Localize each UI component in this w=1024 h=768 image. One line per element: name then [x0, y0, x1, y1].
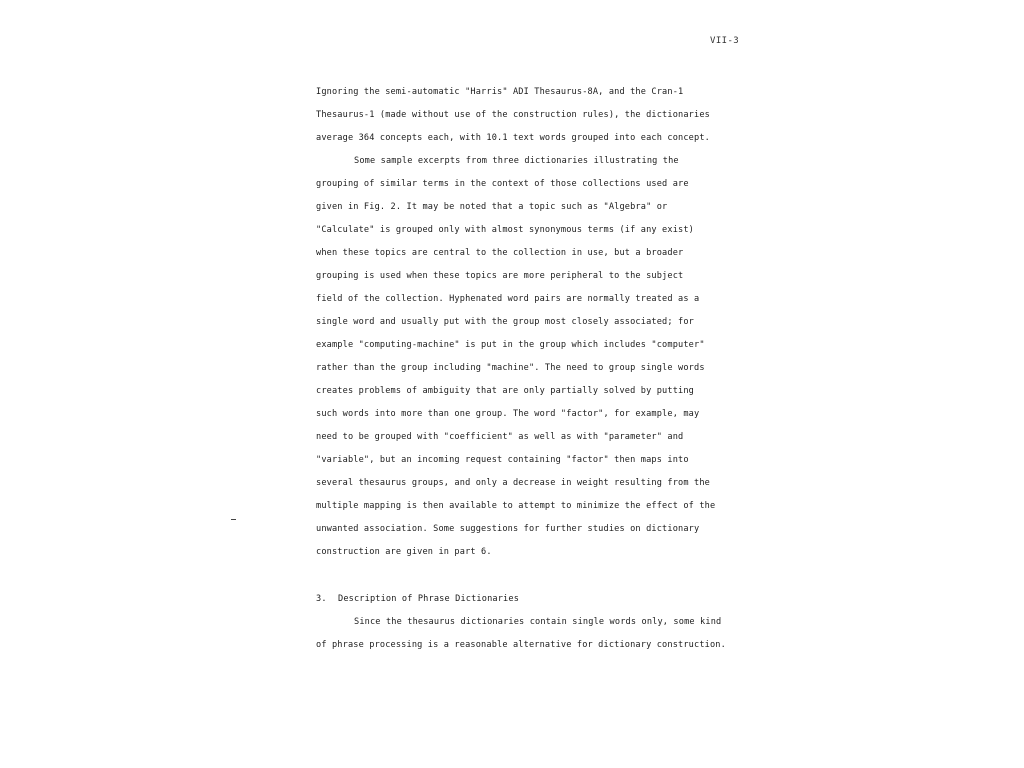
section-title: Description of Phrase Dictionaries — [338, 594, 520, 604]
text-line: Since the thesaurus dictionaries contain single words only, some kind — [354, 617, 722, 627]
paragraph-1 — [316, 81, 756, 150]
text-line: need to be grouped with "coefficient" as well as with "parameter" and — [316, 432, 684, 442]
text-line: grouping of similar terms in the context of those collections used are — [316, 179, 689, 189]
text-line: "variable", but an incoming request containing "factor" then maps into — [316, 455, 689, 465]
text-line: Some sample excerpts from three dictionaries illustrating the — [354, 156, 679, 166]
text-line: multiple mapping is then available to attempt to minimize the effect of the — [316, 501, 716, 511]
paragraph-2 — [316, 150, 756, 564]
text-line: field of the collection. Hyphenated word pairs are normally treated as a — [316, 294, 700, 304]
text-line: average 364 concepts each, with 10.1 text words grouped into each concept. — [316, 133, 710, 143]
paragraph-3 — [316, 611, 756, 657]
text-line: construction are given in part 6. — [316, 547, 492, 557]
section-number: 3. — [316, 594, 327, 604]
text-line: several thesaurus groups, and only a decrease in weight resulting from the — [316, 478, 710, 488]
text-line: unwanted association. Some suggestions for further studies on dictionary — [316, 524, 700, 534]
text-line: "Calculate" is grouped only with almost synonymous terms (if any exist) — [316, 225, 694, 235]
text-line: grouping is used when these topics are more peripheral to the subject — [316, 271, 684, 281]
text-line: such words into more than one group. The word "factor", for example, may — [316, 409, 700, 419]
text-line: Ignoring the semi-automatic "Harris" ADI Thesaurus-8A, and the Cran-1 — [316, 87, 684, 97]
margin-mark — [231, 519, 236, 520]
section-heading — [316, 588, 519, 611]
text-line: given in Fig. 2. It may be noted that a topic such as "Algebra" or — [316, 202, 668, 212]
text-line: example "computing-machine" is put in the group which includes "computer" — [316, 340, 705, 350]
text-line: of phrase processing is a reasonable alternative for dictionary construction. — [316, 640, 726, 650]
text-line: when these topics are central to the collection in use, but a broader — [316, 248, 684, 258]
text-line: single word and usually put with the group most closely associated; for — [316, 317, 694, 327]
text-line: creates problems of ambiguity that are only partially solved by putting — [316, 386, 694, 396]
page-number: VII-3 — [710, 36, 740, 46]
text-line: Thesaurus-1 (made without use of the construction rules), the dictionaries — [316, 110, 710, 120]
text-line: rather than the group including "machine". The need to group single words — [316, 363, 705, 373]
